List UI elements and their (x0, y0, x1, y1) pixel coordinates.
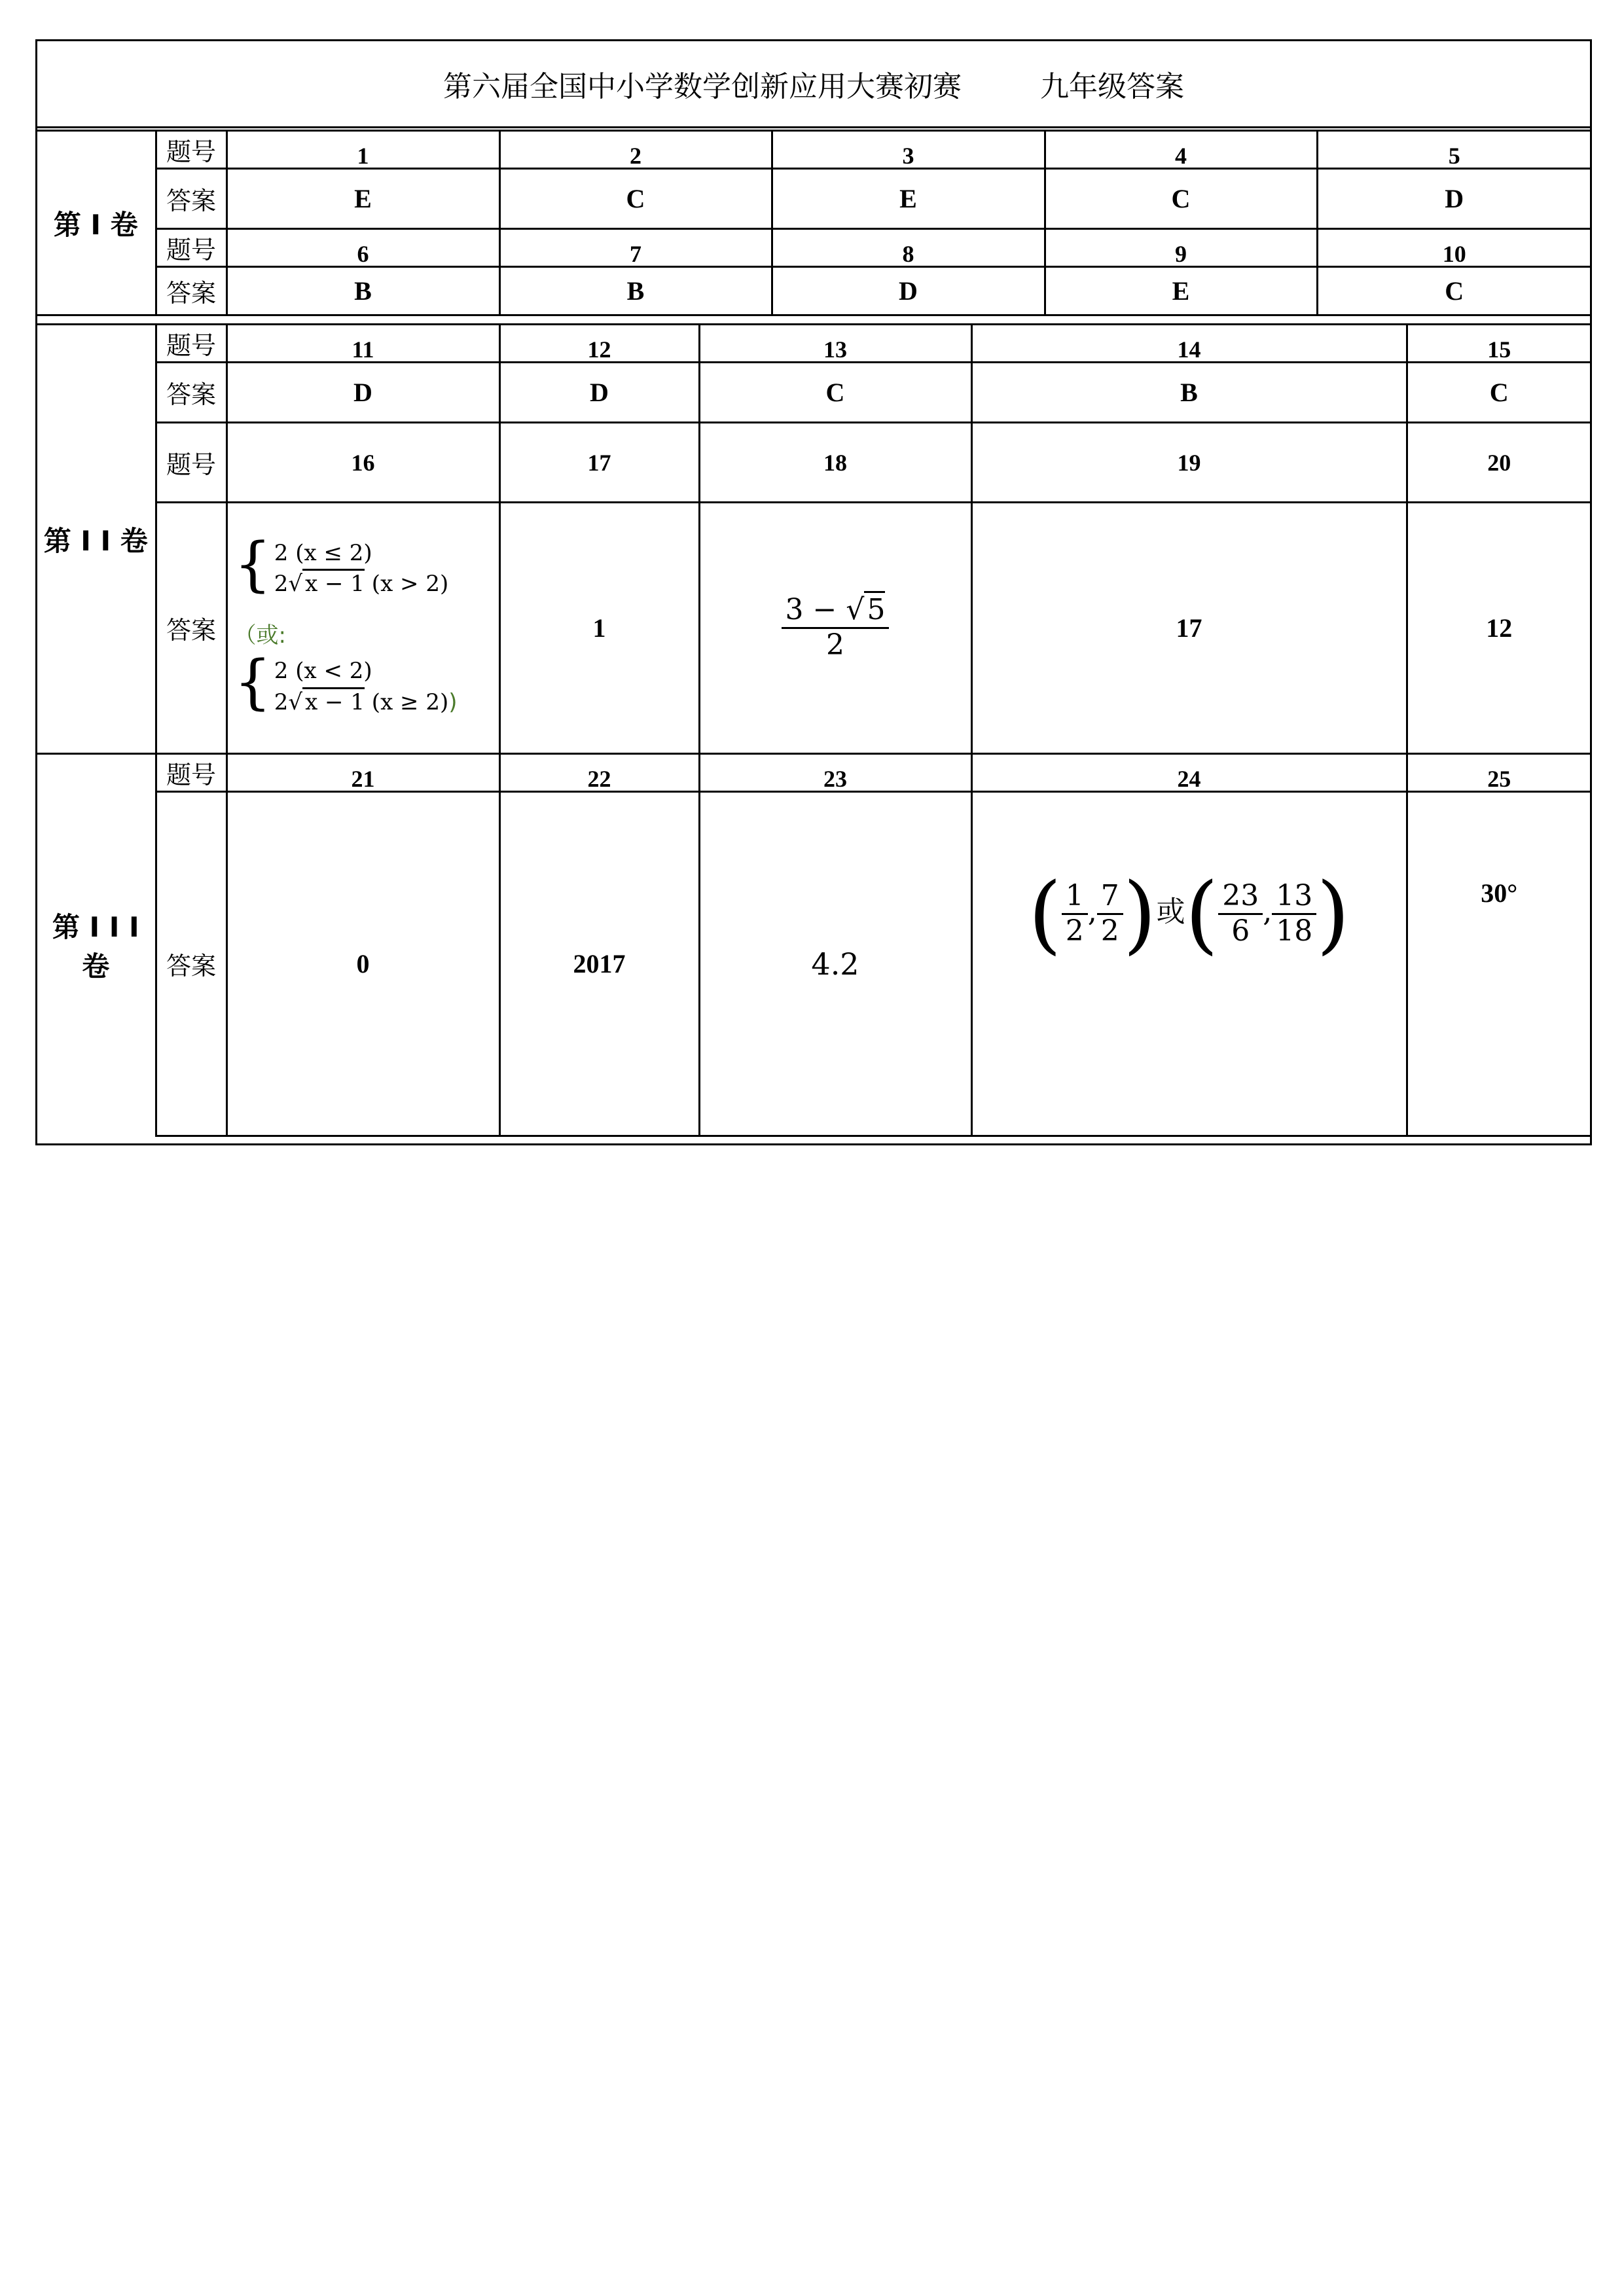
answer-fraction-18 (699, 503, 971, 754)
answer-value: B (971, 363, 1407, 423)
question-label: 题号 (156, 229, 226, 267)
piecewise-line: 2 (x < 2) (274, 658, 372, 684)
section1-label: 第 I 卷 (37, 131, 156, 315)
answer-piecewise-16 (226, 503, 499, 754)
question-number: 6 (226, 229, 499, 267)
question-number: 7 (499, 229, 772, 267)
section2-label: 第 I I 卷 (37, 325, 156, 754)
answer-value: E (226, 169, 499, 229)
answer-value: C (699, 363, 971, 423)
answer-value: 30° (1407, 792, 1591, 1136)
question-number: 17 (499, 423, 699, 503)
answer-value: D (499, 363, 699, 423)
answer-value: C (1045, 169, 1317, 229)
question-number: 1 (226, 131, 499, 169)
piecewise-line: 2√ x − 1 (x ≥ 2)) (274, 687, 458, 719)
section3-label: 第 I I I 卷 (37, 754, 156, 1136)
answer-value: 12 (1407, 503, 1591, 754)
question-number: 15 (1407, 325, 1591, 363)
section23-table (37, 323, 1591, 1137)
piecewise-alt (234, 648, 499, 718)
answer-label: 答案 (156, 792, 226, 1136)
answer-value: E (1045, 267, 1317, 315)
question-label: 题号 (156, 754, 226, 792)
piecewise-main (234, 529, 499, 600)
alternative-label: （或: (234, 622, 286, 649)
question-label: 题号 (156, 423, 226, 503)
question-label: 题号 (156, 325, 226, 363)
answer-value: 1 (499, 503, 699, 754)
question-number: 2 (499, 131, 772, 169)
question-number: 13 (699, 325, 971, 363)
contest-title: 第六届全国中小学数学创新应用大赛初赛 (443, 69, 962, 103)
answer-label: 答案 (156, 503, 226, 754)
answer-label: 答案 (156, 267, 226, 315)
question-number: 10 (1317, 229, 1591, 267)
answer-value: B (226, 267, 499, 315)
answer-value: C (1317, 267, 1591, 315)
answer-label: 答案 (156, 363, 226, 423)
grade-answer-label: 九年级答案 (1040, 69, 1184, 103)
answer-value: 0 (226, 792, 499, 1136)
question-number: 21 (226, 754, 499, 792)
section1-table (37, 130, 1591, 316)
question-number: 19 (971, 423, 1407, 503)
answer-value: D (1317, 169, 1591, 229)
answer-points-24: ( $\frac{1}{2}$ , $\frac{7}{2}$ )或( $\frac{23}{6}$ , $\frac{13}{18}$ ) (971, 792, 1407, 1136)
question-number: 4 (1045, 131, 1317, 169)
question-number: 5 (1317, 131, 1591, 169)
answer-value: 2017 (499, 792, 699, 1136)
answer-value: E (772, 169, 1045, 229)
question-number: 22 (499, 754, 699, 792)
question-number: 23 (699, 754, 971, 792)
piecewise-line: 2 (x ≤ 2) (274, 539, 372, 566)
left-brace-icon: { (234, 648, 272, 717)
answer-value: 4.2 (699, 792, 971, 1136)
question-number: 12 (499, 325, 699, 363)
question-number: 14 (971, 325, 1407, 363)
question-number: 11 (226, 325, 499, 363)
question-number: 24 (971, 754, 1407, 792)
answer-value: C (499, 169, 772, 229)
answer-value: D (226, 363, 499, 423)
question-number: 8 (772, 229, 1045, 267)
question-number: 3 (772, 131, 1045, 169)
question-number: 20 (1407, 423, 1591, 503)
answer-value: B (499, 267, 772, 315)
left-brace-icon: { (234, 529, 272, 599)
fraction: $\frac{3 - √5}{2}$ (782, 594, 890, 662)
question-number: 16 (226, 423, 499, 503)
question-number: 18 (699, 423, 971, 503)
answer-value: C (1407, 363, 1591, 423)
piecewise-line: 2√ x − 1 (x > 2) (274, 569, 448, 600)
question-number: 9 (1045, 229, 1317, 267)
answer-label: 答案 (156, 169, 226, 229)
question-number: 25 (1407, 754, 1591, 792)
answer-value: 17 (971, 503, 1407, 754)
page-title (37, 41, 1591, 128)
answer-value: D (772, 267, 1045, 315)
question-label: 题号 (156, 131, 226, 169)
